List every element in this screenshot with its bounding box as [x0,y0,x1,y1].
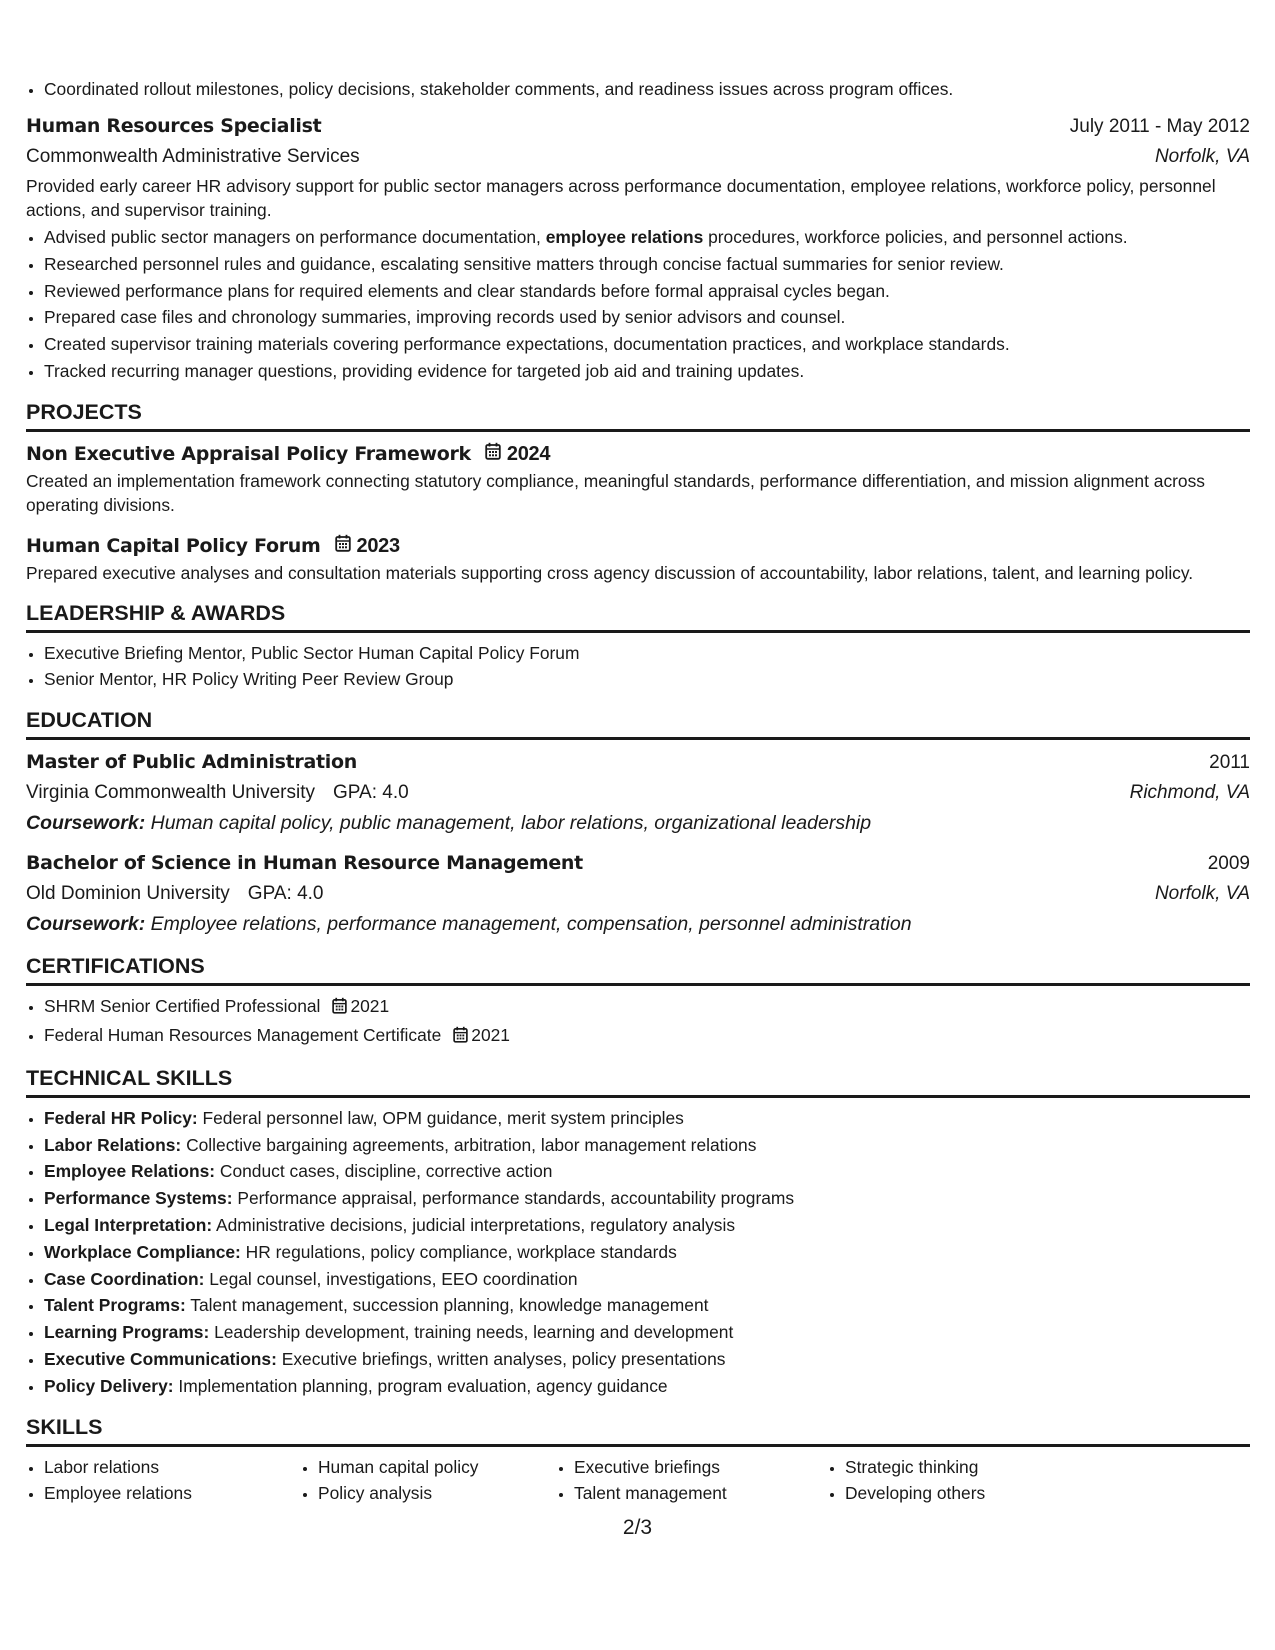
skill-label: Legal Interpretation: [44,1214,213,1235]
skill-value: Performance appraisal, performance standards, accountability programs [237,1188,795,1209]
school-location: Norfolk, VA [1154,883,1250,905]
skill-label: Learning Programs: [44,1322,210,1343]
list-item: • Senior Mentor, HR Policy Writing Peer Review Group [44,666,1250,693]
list-item: • Prepared case files and chronology summaries, improving records used by senior advisors and counsel. [44,304,1250,331]
job-entry [26,111,1250,385]
list-item [44,1239,1250,1266]
list-item [44,1132,1250,1159]
list-item: • Researched personnel rules and guidance, escalating sensitive matters through concise factual summaries for senior review. [44,251,1250,278]
list-item: • Created supervisor training materials covering performance expectations, documentation practices, and workplace standards. [44,331,1250,358]
prev-job-bullets [26,76,1250,103]
coursework-text: Human capital policy, public management, labor relations, organizational leadership [150,812,872,835]
job-bullets [26,224,1250,385]
skill-value: Federal personnel law, OPM guidance, merit system principles [202,1107,684,1128]
skill-label: Policy Delivery: [44,1375,174,1396]
degree-title: Bachelor of Science in Human Resource Management [26,852,583,875]
skill-value: Collective bargaining agreements, arbitration, labor management relations [186,1134,757,1155]
section-heading-technical-skills: TECHNICAL SKILLS [26,1065,1250,1098]
job-title: Human Resources Specialist [26,114,322,137]
section-heading-skills: SKILLS [26,1414,1250,1447]
school-name: Old Dominion University [26,883,230,905]
bullet-text: Advised public sector managers on performance documentation, [44,226,546,247]
list-item [44,993,1250,1022]
list-item: • Developing others [845,1480,1105,1507]
calendar-icon [332,995,347,1022]
skill-label: Executive Communications: [44,1348,277,1369]
list-item: • Coordinated rollout milestones, policy decisions, stakeholder comments, and readiness issues across program offices. [44,76,1250,103]
degree-year: 2011 [1209,752,1250,774]
skill-value: Administrative decisions, judicial interpretations, regulatory analysis [216,1214,736,1235]
project-entry [26,439,1250,518]
list-item [44,1346,1250,1373]
section-heading-leadership: LEADERSHIP & AWARDS [26,600,1250,633]
skills-grid [26,1454,1250,1508]
job-summary: Provided early career HR advisory support for public sector managers across performance documentation, employee relations, workforce policy, personnel actions, and supervisor training. [26,175,1216,221]
certifications-list [26,993,1250,1051]
education-entry [26,747,1250,838]
job-location: Norfolk, VA [1154,145,1250,167]
skill-value: Implementation planning, program evaluation, agency guidance [178,1375,668,1396]
list-item [44,1292,1250,1319]
calendar-icon [335,531,351,561]
job-dates: July 2011 - May 2012 [1069,115,1250,137]
list-item: • Reviewed performance plans for required elements and clear standards before formal appraisal cycles began. [44,278,1250,305]
skill-value: Executive briefings, written analyses, policy presentations [281,1348,726,1369]
resume-page [26,76,1250,1507]
skill-value: Legal counsel, investigations, EEO coordination [209,1268,578,1289]
list-item: • Tracked recurring manager questions, providing evidence for targeted job aid and training updates. [44,358,1250,385]
job-company: Commonwealth Administrative Services [26,145,360,167]
skill-value: Talent management, succession planning, knowledge management [190,1295,709,1316]
skills-column [26,1454,300,1508]
school-location: Richmond, VA [1129,782,1250,804]
project-title: Human Capital Policy Forum [26,534,321,557]
coursework-label: Coursework: [26,812,146,835]
skill-label: Federal HR Policy: [44,1107,198,1128]
list-item: • Labor relations [44,1454,300,1481]
list-item: • Talent management [574,1480,827,1507]
project-description: Prepared executive analyses and consultation materials supporting cross agency discussion of accountability, labor relations, talent, and learning policy. [26,562,1194,583]
section-heading-education: EDUCATION [26,707,1250,740]
coursework [26,909,1250,939]
page-number: 2/3 [622,1516,653,1539]
project-year: 2024 [506,442,551,465]
school-name: Virginia Commonwealth University [26,782,315,804]
skills-column [556,1454,827,1508]
skill-label: Case Coordination: [44,1268,205,1289]
degree-year: 2009 [1207,853,1250,875]
certification-year: 2021 [350,996,390,1017]
project-entry [26,531,1250,586]
certification-year: 2021 [471,1024,510,1045]
coursework [26,808,1250,838]
skill-label: Employee Relations: [44,1161,216,1182]
list-item: • Executive briefings [574,1454,827,1481]
list-item [44,1158,1250,1185]
skill-label: Labor Relations: [44,1134,182,1155]
certification-name: Federal Human Resources Management Certificate [44,1024,442,1045]
list-item [44,224,1250,251]
skill-label: Talent Programs: [44,1295,186,1316]
gpa: GPA: 4.0 [332,782,409,804]
skills-column [300,1454,556,1508]
list-item [44,1212,1250,1239]
skill-label: Workplace Compliance: [44,1241,241,1262]
calendar-icon [485,439,501,469]
list-item: • Human capital policy [318,1454,556,1481]
certification-name: SHRM Senior Certified Professional [44,996,321,1017]
technical-skills-list [26,1105,1250,1400]
list-item [44,1373,1250,1400]
list-item [44,1266,1250,1293]
project-title: Non Executive Appraisal Policy Framework [26,442,471,465]
skill-value: Conduct cases, discipline, corrective action [219,1161,553,1182]
list-item [44,1319,1250,1346]
coursework-text: Employee relations, performance management, compensation, personnel administration [150,913,912,936]
coursework-label: Coursework: [26,913,146,936]
list-item [44,1105,1250,1132]
list-item: • Policy analysis [318,1480,556,1507]
degree-title: Master of Public Administration [26,751,357,774]
list-item: • Employee relations [44,1480,300,1507]
bullet-text: procedures, workforce policies, and personnel actions. [703,226,1128,247]
list-item: • Strategic thinking [845,1454,1105,1481]
project-description: Created an implementation framework connecting statutory compliance, meaningful standards, performance differentiation, and mission alignment across operating divisions. [26,470,1205,516]
list-item [44,1185,1250,1212]
section-heading-certifications: CERTIFICATIONS [26,953,1250,986]
calendar-icon [453,1024,468,1051]
list-item: • Executive Briefing Mentor, Public Sector Human Capital Policy Forum [44,640,1250,667]
bullet-emphasis: employee relations [545,226,704,247]
project-year: 2023 [356,534,400,557]
skill-label: Performance Systems: [44,1188,233,1209]
skill-value: Leadership development, training needs, learning and development [214,1322,734,1343]
skill-value: HR regulations, policy compliance, workplace standards [245,1241,677,1262]
gpa: GPA: 4.0 [247,883,324,905]
leadership-list [26,640,1250,694]
skills-column [827,1454,1105,1508]
section-heading-projects: PROJECTS [26,399,1250,432]
education-entry [26,848,1250,939]
list-item [44,1022,1250,1051]
